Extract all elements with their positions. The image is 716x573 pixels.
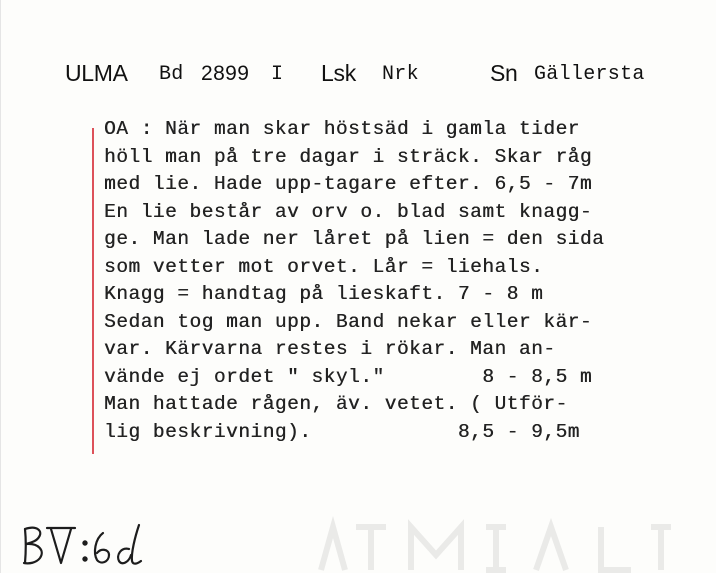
body-line: ge. Man lade ner låret på lien = den sida	[104, 228, 605, 250]
header-bd-number: 2899	[201, 62, 250, 85]
body-line: Sedan tog man upp. Band nekar eller kär-	[104, 310, 593, 333]
header-word: ULMA	[65, 60, 128, 86]
body-line: lig beskrivning). 8,5 - 9,5m	[104, 420, 580, 443]
body-line: OA : När man skar höstsäd i gamla tider	[104, 118, 580, 140]
header-bd-suffix: I	[271, 63, 284, 86]
body-line: som vetter mot orvet. Lår = liehals.	[104, 255, 544, 278]
body-line: var. Kärvarna restes i rökar. Man an-	[104, 338, 556, 360]
header-sn-value: Gällersta	[534, 63, 645, 86]
header-bd-prefix: Bd	[159, 63, 184, 86]
handwritten-shelfmark	[17, 523, 157, 569]
header-lsk-label: Lsk	[321, 60, 356, 86]
body-line: höll man på tre dagar i sträck. Skar råg	[104, 145, 593, 168]
card-body-text	[104, 116, 704, 446]
margin-rule	[92, 128, 94, 454]
card-header	[65, 58, 665, 92]
body-line: En lie består av orv o. blad samt knagg-	[104, 200, 593, 223]
body-line: med lie. Hade upp-tagare efter. 6,5 - 7m	[104, 173, 593, 195]
show-through-marks	[311, 515, 711, 573]
header-sn-label: Sn	[490, 60, 518, 86]
body-line: vände ej ordet " skyl." 8 - 8,5 m	[104, 365, 593, 388]
header-lsk-value: Nrk	[382, 63, 419, 86]
body-line: Knagg = handtag på lieskaft. 7 - 8 m	[104, 283, 544, 305]
body-line: Man hattade rågen, äv. vetet. ( Utför-	[104, 393, 568, 415]
